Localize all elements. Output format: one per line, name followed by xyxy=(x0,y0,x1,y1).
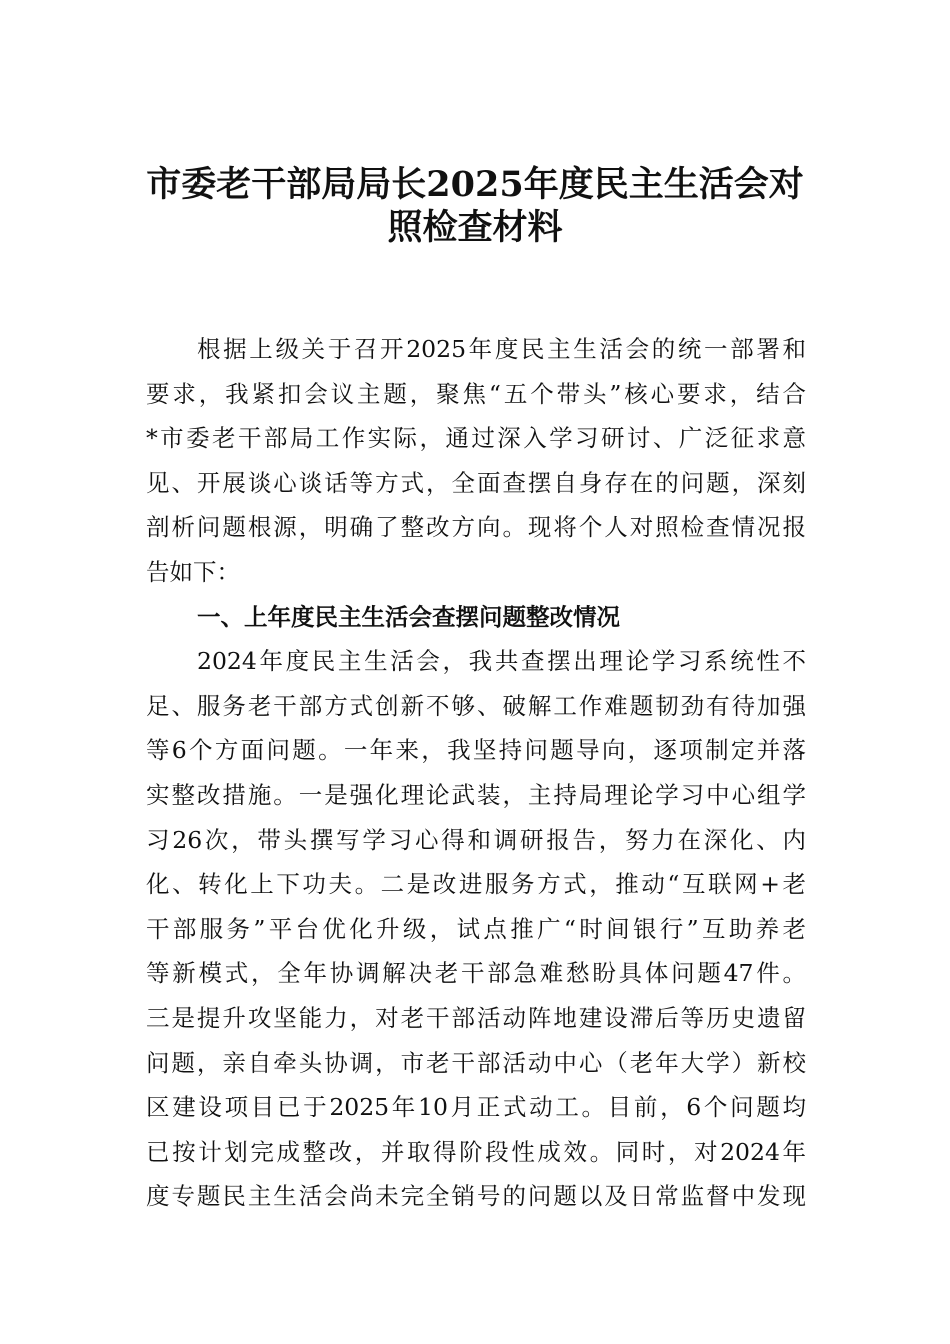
text-line: *市委老干部局工作实际，通过深入学习研讨、广泛征求意 xyxy=(146,424,806,453)
text-line: 足、服务老干部方式创新不够、破解工作难题韧劲有待加强 xyxy=(146,691,806,720)
section-heading: 一、上年度民主生活会查摆问题整改情况 xyxy=(197,602,620,631)
text-line: 见、开展谈心谈话等方式，全面查摆自身存在的问题，深刻 xyxy=(146,468,806,497)
text-line: 实整改措施。一是强化理论武装，主持局理论学习中心组学 xyxy=(146,780,806,809)
text-line: 区建设项目已于2025年10月正式动工。目前，6个问题均 xyxy=(146,1093,806,1122)
text-line: 化、转化上下功夫。二是改进服务方式，推动“互联网+老 xyxy=(146,870,806,899)
text-line: 问题，亲自牵头协调，市老干部活动中心（老年大学）新校 xyxy=(146,1048,806,1077)
text-line: 剖析问题根源，明确了整改方向。现将个人对照检查情况报 xyxy=(146,513,806,542)
text-line: 三是提升攻坚能力，对老干部活动阵地建设滞后等历史遗留 xyxy=(146,1003,806,1032)
text-line: 告如下： xyxy=(146,557,240,586)
paragraph-rectification xyxy=(146,639,806,1219)
document-title-line-1: 市委老干部局局长2025年度民主生活会对 xyxy=(146,164,804,205)
text-line: 习26次，带头撰写学习心得和调研报告，努力在深化、内 xyxy=(146,825,806,854)
text-line: 等新模式，全年协调解决老干部急难愁盼具体问题47件。 xyxy=(146,959,806,988)
text-line: 根据上级关于召开2025年度民主生活会的统一部署和 xyxy=(197,335,806,363)
text-line: 2024年度民主生活会，我共查摆出理论学习系统性不 xyxy=(197,647,806,676)
text-line: 已按计划完成整改，并取得阶段性成效。同时，对2024年 xyxy=(146,1137,806,1166)
document-body xyxy=(146,327,806,1219)
text-line: 干部服务”平台优化升级，试点推广“时间银行”互助养老 xyxy=(146,914,806,943)
paragraph-intro xyxy=(146,327,806,595)
text-line: 度专题民主生活会尚未完全销号的问题以及日常监督中发现 xyxy=(146,1182,806,1211)
document-title-line-2: 照检查材料 xyxy=(387,207,563,248)
text-line: 要求，我紧扣会议主题，聚焦“五个带头”核心要求，结合 xyxy=(146,379,806,408)
text-line: 等6个方面问题。一年来，我坚持问题导向，逐项制定并落 xyxy=(146,736,806,765)
